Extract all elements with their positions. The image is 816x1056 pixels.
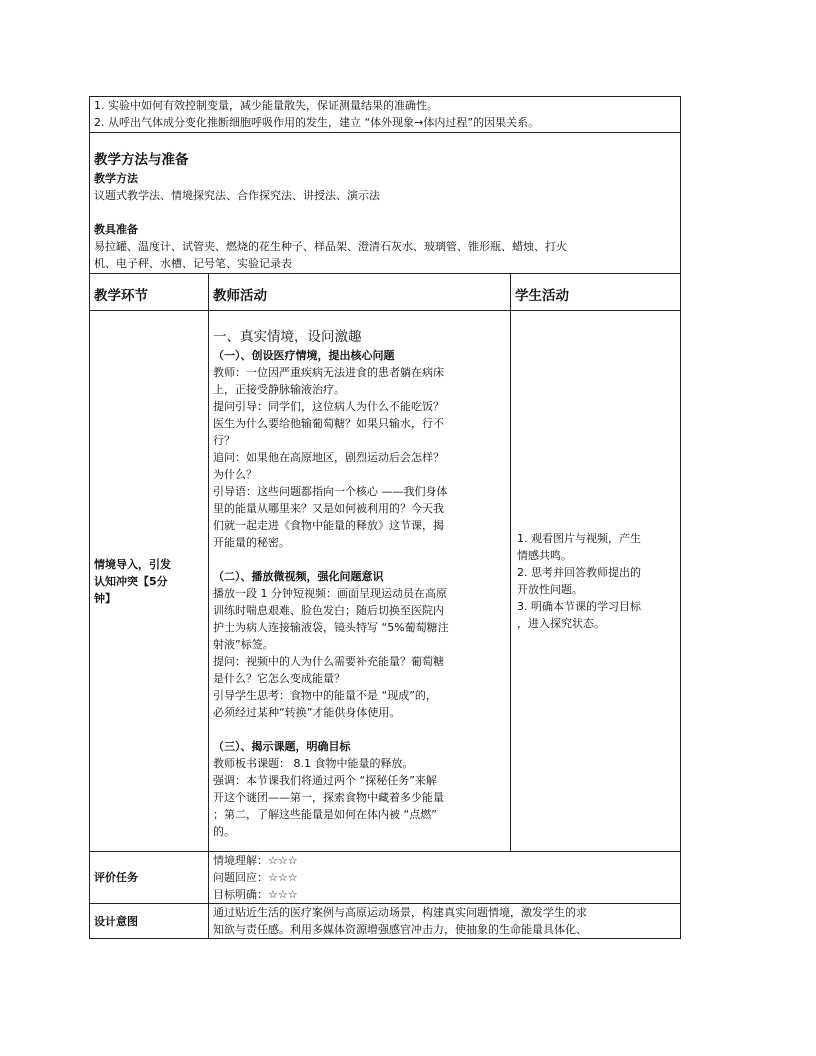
lesson-plan-table — [89, 96, 681, 939]
methods-section-title: 教学方法与准备 — [94, 152, 189, 168]
tools-heading: 教具准备 — [94, 223, 138, 236]
evaluation-item: 问题回应：☆☆☆ — [213, 871, 298, 884]
design-row — [90, 904, 681, 939]
methods-cell — [90, 133, 681, 274]
part1-line: 们就一起走进《食物中能量的释放》这节课，揭 — [213, 519, 444, 532]
header-student: 学生活动 — [511, 274, 681, 311]
part2-title: （二）、播放微视频，强化问题意识 — [213, 570, 384, 583]
part2-line: 训练时喘息艰难、脸色发白；随后切换至医院内 — [213, 604, 444, 617]
evaluation-cell — [209, 852, 681, 904]
part1-line: 引导语：这些问题都指向一个核心 ——我们身体 — [213, 485, 448, 498]
part2-line: 护士为病人连接输液袋，镜头特写 “5%葡萄糖注 — [213, 621, 449, 634]
difficulty-item: 1. 实验中如何有效控制变量，减少能量散失，保证测量结果的准确性。 — [94, 99, 438, 112]
part2-line: 是什么？它怎么变成能量？ — [213, 672, 345, 685]
part1-line: 医生为什么要给他输葡萄糖？如果只输水，行不 — [213, 417, 444, 430]
part1-title: （一）、创设医疗情境，提出核心问题 — [213, 349, 395, 362]
part2-line: 射液”标签。 — [213, 638, 274, 651]
part2-line: 必须经过某种“转换”才能供身体使用。 — [213, 706, 401, 719]
part3-title: （三）、揭示课题，明确目标 — [213, 740, 351, 753]
methods-text: 议题式教学法、情境探究法、合作探究法、讲授法、演示法 — [94, 189, 380, 202]
header-stage: 教学环节 — [90, 274, 209, 311]
part1-line: 为什么？ — [213, 468, 257, 481]
design-cell — [209, 904, 681, 939]
header-teacher: 教师活动 — [209, 274, 511, 311]
intro-stage-row — [90, 311, 681, 852]
evaluation-item: 目标明确：☆☆☆ — [213, 888, 298, 901]
tools-line: 易拉罐、温度计、试管夹、燃烧的花生种子、样品架、澄清石灰水、玻璃管、锥形瓶、蜡烛、打火 — [94, 240, 567, 253]
evaluation-row — [90, 852, 681, 904]
part1-line: 提问引导：同学们，这位病人为什么不能吃饭？ — [213, 400, 444, 413]
stage-label-line: 钟】 — [94, 591, 116, 605]
difficulties-cell — [90, 97, 681, 133]
evaluation-item: 情境理解：☆☆☆ — [213, 854, 298, 867]
part3-line: 的。 — [213, 825, 235, 838]
design-label: 设计意图 — [90, 904, 209, 939]
part1-line: 上，正接受静脉输液治疗。 — [213, 383, 345, 396]
stage-label-cell — [90, 311, 209, 852]
part3-line: 教师板书课题： 8.1 食物中能量的释放。 — [213, 757, 414, 770]
methods-heading: 教学方法 — [94, 172, 138, 185]
part3-line: 开这个谜团——第一，探索食物中藏着多少能量 — [213, 791, 444, 804]
teacher-main-title: 一、真实情境，设问激趣 — [213, 329, 362, 345]
part1-line: 行？ — [213, 434, 235, 447]
part1-line: 里的能量从哪里来？又是如何被利用的？今天我 — [213, 502, 444, 515]
difficulty-item: 2. 从呼出气体成分变化推断细胞呼吸作用的发生，建立 “体外现象→体内过程”的因果关系。 — [94, 116, 540, 129]
part1-line: 教师：一位因严重疾病无法进食的患者躺在病床 — [213, 366, 444, 379]
part3-line: 强调：本节课我们将通过两个 “探秘任务”来解 — [213, 774, 437, 787]
part2-line: 播放一段 1 分钟短视频：画面呈现运动员在高原 — [213, 587, 447, 600]
lesson-plan-page — [89, 96, 680, 939]
methods-row — [90, 133, 681, 274]
student-activity-cell — [511, 311, 681, 852]
part1-line: 开能量的秘密。 — [213, 536, 290, 549]
student-line: ，进入探究状态。 — [517, 617, 605, 630]
difficulties-row — [90, 97, 681, 133]
student-line: 情感共鸣。 — [517, 549, 572, 562]
part1-line: 追问：如果他在高原地区，剧烈运动后会怎样？ — [213, 451, 444, 464]
student-line: 2. 思考并回答教师提出的 — [517, 566, 641, 579]
evaluation-label: 评价任务 — [90, 852, 209, 904]
student-line: 3. 明确本节课的学习目标 — [517, 600, 641, 613]
part3-line: ；第二，了解这些能量是如何在体内被 “点燃” — [213, 808, 437, 821]
design-line: 通过贴近生活的医疗案例与高原运动场景，构建真实问题情境，激发学生的求 — [213, 906, 587, 919]
part2-line: 提问：视频中的人为什么需要补充能量？葡萄糖 — [213, 655, 444, 668]
teacher-activity-cell — [209, 311, 511, 852]
table-header-row — [90, 274, 681, 311]
student-line: 1. 观看图片与视频，产生 — [517, 532, 641, 545]
stage-label-line: 情境导入，引发 — [94, 557, 171, 571]
student-line: 开放性问题。 — [517, 583, 583, 596]
part2-line: 引导学生思考：食物中的能量不是 “现成”的， — [213, 689, 437, 702]
design-line: 知欲与责任感。利用多媒体资源增强感官冲击力，使抽象的生命能量具体化、 — [213, 923, 587, 936]
stage-label-line: 认知冲突【5分 — [94, 574, 168, 588]
tools-line: 机、电子秤、水槽、记号笔、实验记录表 — [94, 257, 292, 270]
